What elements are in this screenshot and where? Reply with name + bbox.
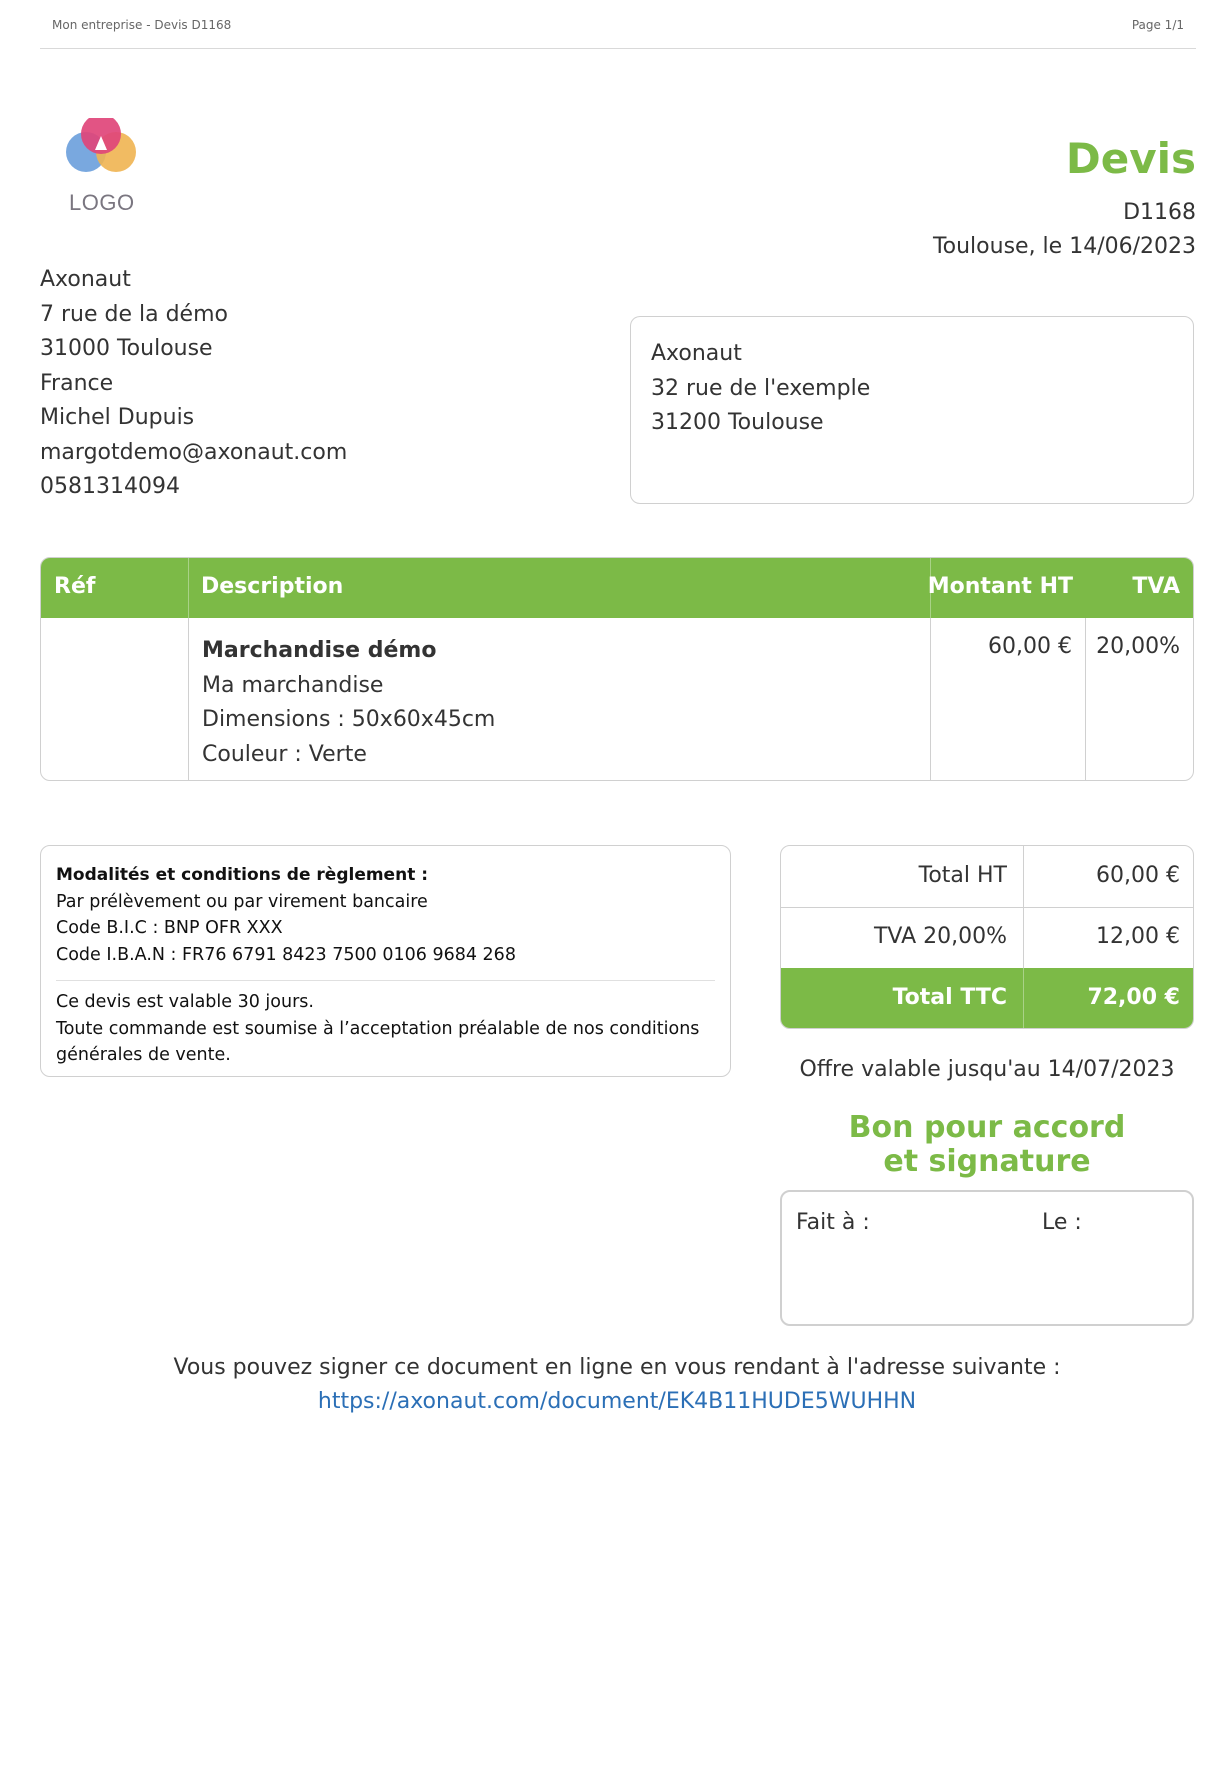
- bank-bic: Code B.I.C : BNP OFR XXX: [56, 918, 283, 938]
- recipient-address-box: [630, 316, 1194, 504]
- item-detail-line: Dimensions : 50x60x45cm: [202, 707, 496, 732]
- item-detail-line: Ma marchandise: [202, 672, 384, 698]
- column-divider: [188, 558, 189, 618]
- recipient-company: Axonaut: [651, 341, 742, 366]
- quote-validity-note: Ce devis est valable 30 jours.: [56, 992, 314, 1012]
- totals-divider: [1023, 846, 1024, 968]
- signature-title: [780, 1111, 1194, 1179]
- total-ht-value: 60,00 €: [1096, 863, 1180, 888]
- total-ht-label: Total HT: [918, 863, 1007, 888]
- totals-divider: [1023, 968, 1024, 1029]
- sender-phone: 0581314094: [40, 474, 180, 499]
- terms-divider: [56, 980, 715, 981]
- signature-box[interactable]: [780, 1190, 1194, 1326]
- logo-text: LOGO: [69, 190, 135, 215]
- signature-title-line: Bon pour accord: [848, 1110, 1126, 1145]
- recipient-city: 31200 Toulouse: [651, 410, 824, 435]
- sender-city: 31000 Toulouse: [40, 336, 213, 361]
- online-signing-link[interactable]: https://axonaut.com/document/EK4B11HUDE5WUHHN: [317, 1389, 917, 1414]
- item-vat: 20,00%: [1096, 634, 1180, 659]
- payment-terms-box: [40, 845, 731, 1077]
- sender-street: 7 rue de la démo: [40, 301, 228, 327]
- column-header-ref: Réf: [54, 574, 96, 599]
- document-place-date: Toulouse, le 14/06/2023: [932, 234, 1196, 259]
- bank-iban: Code I.B.A.N : FR76 6791 8423 7500 0106 9684 268: [56, 944, 516, 965]
- signature-title-line: et signature: [883, 1144, 1091, 1179]
- sender-country: France: [40, 370, 114, 396]
- header-document-label: Mon entreprise - Devis D1168: [52, 18, 232, 32]
- tva-label: TVA 20,00%: [873, 924, 1007, 949]
- table-row: [41, 618, 1193, 781]
- items-table-header: [41, 558, 1193, 618]
- column-divider: [930, 618, 931, 781]
- totals-box: [780, 845, 1194, 1029]
- offer-validity: Offre valable jusqu'au 14/07/2023: [799, 1057, 1175, 1082]
- item-description: [202, 634, 495, 772]
- column-divider: [1085, 618, 1086, 781]
- item-amount: 60,00 €: [988, 634, 1072, 659]
- document-title: Devis: [1065, 134, 1196, 183]
- signature-place-label: Fait à :: [796, 1210, 870, 1235]
- column-divider: [930, 558, 931, 618]
- tva-value: 12,00 €: [1096, 924, 1180, 949]
- company-logo: [64, 118, 146, 218]
- column-divider: [188, 618, 189, 781]
- column-header-description: Description: [201, 574, 344, 599]
- total-ttc-row: [781, 968, 1193, 1029]
- online-signing-text: Vous pouvez signer ce document en ligne en vous rendant à l'adresse suivante :: [173, 1355, 1061, 1380]
- item-detail-line: Couleur : Verte: [202, 741, 367, 767]
- sender-address: [40, 263, 347, 505]
- document-number: D1168: [1123, 200, 1196, 225]
- total-ttc-label: Total TTC: [892, 985, 1007, 1010]
- sender-company: Axonaut: [40, 267, 131, 292]
- signature-date-label: Le :: [1042, 1210, 1082, 1235]
- recipient-street: 32 rue de l'exemple: [651, 375, 871, 401]
- payment-method: Par prélèvement ou par virement bancaire: [56, 891, 428, 912]
- tva-row: [781, 907, 1193, 969]
- total-ht-row: [781, 846, 1193, 908]
- column-header-vat: TVA: [1132, 574, 1180, 599]
- general-conditions-note: Toute commande est soumise à l’acceptation préalable de nos conditions générales de vente.: [56, 1018, 700, 1065]
- item-name: Marchandise démo: [202, 638, 437, 663]
- page-header: [40, 14, 1196, 49]
- payment-terms-title: Modalités et conditions de règlement :: [56, 865, 429, 885]
- items-table: [40, 557, 1194, 781]
- logo-circles-icon: [64, 118, 146, 190]
- column-header-amount: Montant HT: [927, 574, 1073, 599]
- total-ttc-value: 72,00 €: [1087, 985, 1180, 1010]
- page-number: Page 1/1: [1131, 18, 1184, 32]
- sender-email: margotdemo@axonaut.com: [40, 439, 348, 465]
- sender-contact: Michel Dupuis: [40, 405, 195, 430]
